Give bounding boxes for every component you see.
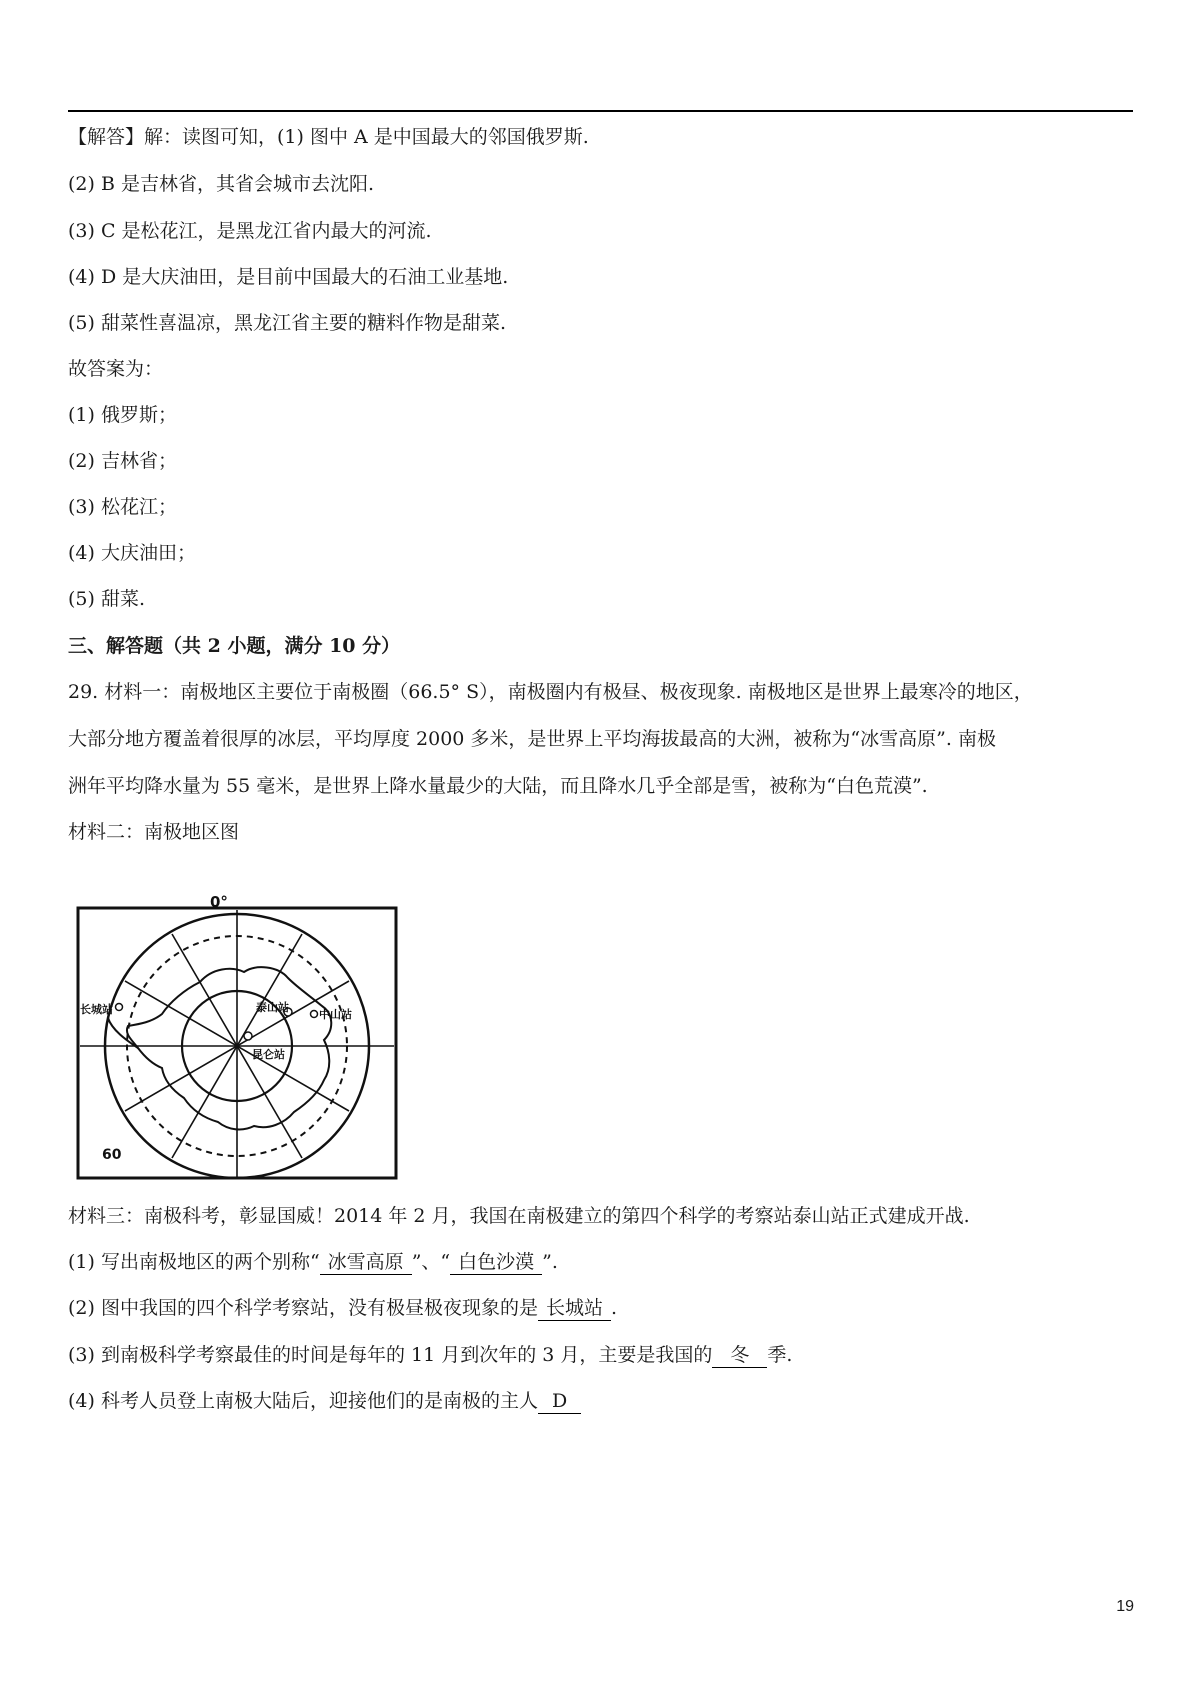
answer-line-2: (2) B 是吉林省，其省会城市去沈阳. [68,173,374,195]
answer-blank-1a: 冰雪高原 [320,1250,412,1275]
answer-intro: 【解答】解：读图可知，(1) 图中 A 是中国最大的邻国俄罗斯. [68,126,589,148]
zhongshan-station-marker [311,1011,318,1018]
final-answer-2: (2) 吉林省； [68,450,177,472]
map-label-zhongshan: 中山站 [319,1008,352,1021]
final-answer-1: (1) 俄罗斯； [68,404,177,426]
question-3-prefix: (3) 到南极科学考察最佳的时间是每年的 11 月到次年的 3 月，主要是我国的 [68,1344,713,1366]
map-label-0deg: 0° [210,893,228,911]
material1-line-1: 29. 材料一：南极地区主要位于南极圈（66.5° S），南极圈内有极昼、极夜现象. 南极地区是世界上最寒冷的地区， [68,681,1033,703]
antarctica-map [72,890,402,1182]
changcheng-station-marker [116,1004,123,1011]
map-label-taishan: 泰山站 [256,1001,289,1014]
map-label-kunlun: 昆仑站 [252,1048,285,1061]
material1-line-3: 洲年平均降水量为 55 毫米，是世界上降水量最少的大陆，而且降水几乎全部是雪，被称为“白色荒漠”. [68,775,928,797]
question-3-suffix: 季. [767,1344,793,1366]
answer-line-3: (3) C 是松花江，是黑龙江省内最大的河流. [68,220,432,242]
map-label-60: 60 [102,1147,122,1163]
section-heading: 三、解答题（共 2 小题，满分 10 分） [68,635,401,657]
question-1-suffix: ”. [542,1251,558,1273]
question-2 [68,1294,617,1322]
answer-blank-2: 长城站 [538,1296,611,1321]
answer-line-5: (5) 甜菜性喜温凉，黑龙江省主要的糖料作物是甜菜. [68,312,506,334]
answer-line-4: (4) D 是大庆油田，是目前中国最大的石油工业基地. [68,266,509,288]
answer-blank-1b: 白色沙漠 [450,1250,542,1275]
question-1-prefix: (1) 写出南极地区的两个别称“ [68,1251,320,1273]
map-label-changcheng: 长城站 [80,1003,113,1016]
question-2-prefix: (2) 图中我国的四个科学考察站，没有极昼极夜现象的是 [68,1297,538,1319]
kunlun-station-marker [244,1032,252,1040]
page-number: 19 [1116,1598,1134,1615]
question-1-mid: ”、“ [411,1251,451,1273]
question-2-suffix: . [610,1297,618,1319]
final-answer-5: (5) 甜菜. [68,588,145,610]
answer-blank-4: D [538,1389,581,1414]
answer-blank-3: 冬 [712,1343,767,1368]
header-rule [68,110,1133,112]
final-answer-4: (4) 大庆油田； [68,542,196,564]
final-answer-label: 故答案为： [68,358,164,380]
question-3 [68,1341,792,1369]
material1-line-2: 大部分地方覆盖着很厚的冰层，平均厚度 2000 多米，是世界上平均海拔最高的大洲，被称为“冰雪高原”. 南极 [68,728,996,750]
question-4 [68,1387,581,1415]
question-1 [68,1248,558,1276]
question-4-prefix: (4) 科考人员登上南极大陆后，迎接他们的是南极的主人 [68,1390,538,1412]
material3: 材料三：南极科考，彰显国威！2014 年 2 月，我国在南极建立的第四个科学的考察站泰山站正式建成开战. [68,1205,970,1227]
material2-label: 材料二：南极地区图 [68,821,240,843]
final-answer-3: (3) 松花江； [68,496,177,518]
